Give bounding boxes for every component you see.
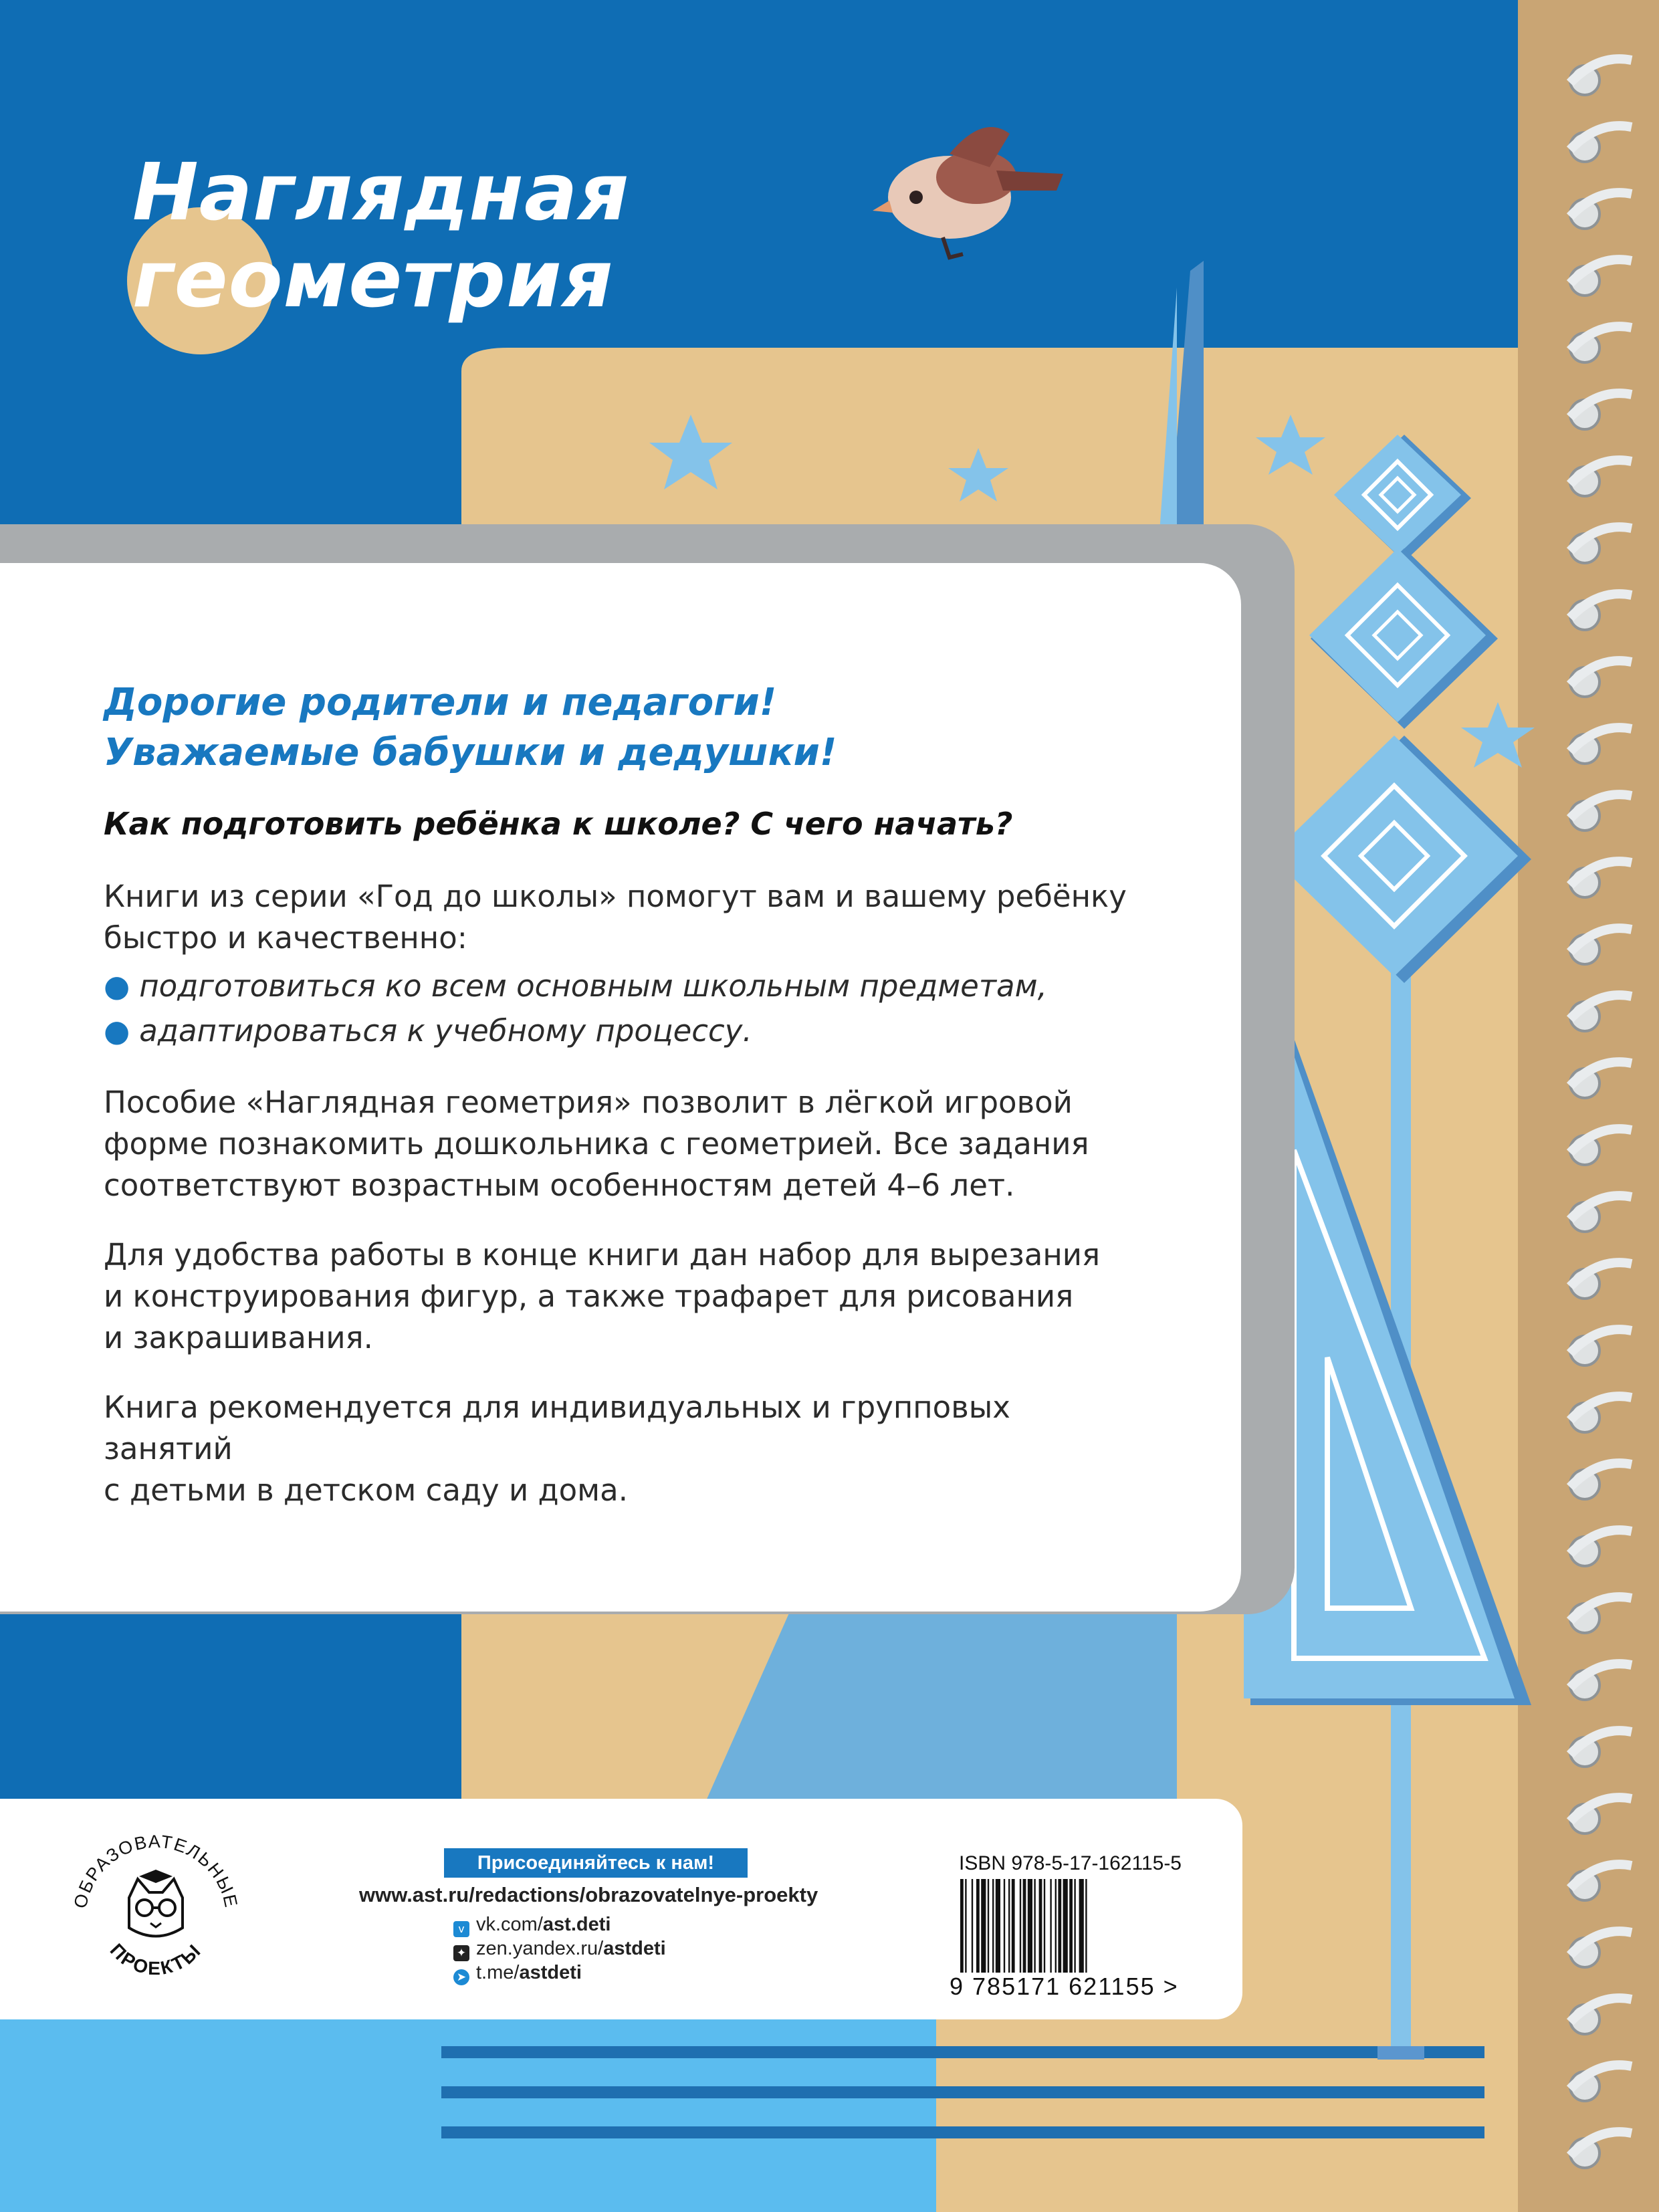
- tg-handle: astdeti: [519, 1962, 582, 1983]
- barcode-bar: [976, 1879, 980, 1973]
- paragraph-3-line-1: Для удобства работы в конце книги дан набор для вырезания: [104, 1237, 1101, 1273]
- title-line-1: Наглядная: [132, 146, 630, 238]
- paragraph-3-line-2: и конструирования фигур, а также трафарет для рисования: [104, 1279, 1074, 1314]
- barcode-bar: [988, 1879, 989, 1973]
- barcode-bar: [1020, 1879, 1021, 1973]
- question-heading: Как подготовить ребёнка к школе? С чего начать?: [104, 806, 1013, 842]
- paragraph-4-line-2: с детьми в детском саду и дома.: [104, 1472, 629, 1508]
- barcode-bar: [1039, 1879, 1042, 1973]
- zen-icon: ✦: [453, 1945, 469, 1961]
- bullet-item-2: [104, 1013, 752, 1048]
- barcode: [956, 1879, 1159, 1979]
- barcode-bar: [1063, 1879, 1068, 1973]
- barcode-bar: [965, 1879, 966, 1973]
- zen-link[interactable]: [453, 1938, 666, 1961]
- zen-handle: astdeti: [603, 1938, 666, 1959]
- vk-link[interactable]: [453, 1914, 611, 1937]
- svg-text:ПРОЕКТЫ: [106, 1939, 206, 1979]
- barcode-number: 9 785171 621155 >: [950, 1973, 1179, 2000]
- intro-line-1: Книги из серии «Год до школы» помогут вам и вашему ребёнку: [104, 879, 1127, 914]
- bullet-text-2: адаптироваться к учебному процессу.: [139, 1013, 752, 1048]
- paragraph-3-line-3: и закрашивания.: [104, 1320, 373, 1355]
- vk-handle: ast.deti: [542, 1914, 611, 1935]
- isbn-text: ISBN 978-5-17-162115-5: [959, 1852, 1182, 1874]
- bullet-dot-icon: ●: [104, 1013, 130, 1048]
- barcode-bar: [996, 1879, 1000, 1973]
- paragraph-2: [104, 1082, 1147, 1206]
- barcode-bar: [960, 1879, 964, 1973]
- barcode-bar: [1008, 1879, 1010, 1973]
- vk-icon: v: [453, 1921, 469, 1937]
- intro-line-2: быстро и качественно:: [104, 920, 467, 956]
- barcode-bar: [992, 1879, 994, 1973]
- tg-prefix: t.me/: [476, 1962, 520, 1983]
- title-line-2: геометрия: [132, 233, 614, 325]
- barcode-bar: [1058, 1879, 1061, 1973]
- barcode-bar: [981, 1879, 986, 1973]
- barcode-bar: [1004, 1879, 1005, 1973]
- bullet-text-1: подготовиться ко всем основным школьным предметам,: [139, 968, 1047, 1004]
- barcode-bar: [1085, 1879, 1087, 1973]
- barcode-bar: [1050, 1879, 1051, 1973]
- barcode-bar: [1023, 1879, 1026, 1973]
- barcode-bar: [1079, 1879, 1084, 1973]
- cat-icon: [129, 1870, 183, 1937]
- barcode-bar: [1012, 1879, 1015, 1973]
- barcode-bar: [1028, 1879, 1032, 1973]
- barcode-bar: [1034, 1879, 1035, 1973]
- greeting-line-2: Уважаемые бабушки и дедушки!: [104, 731, 837, 774]
- paragraph-3: [104, 1234, 1147, 1359]
- bullet-dot-icon: ●: [104, 968, 130, 1004]
- paragraph-4-line-1: Книга рекомендуется для индивидуальных и групповых занятий: [104, 1390, 1010, 1466]
- intro-paragraph: [104, 876, 1147, 959]
- barcode-bar: [1069, 1879, 1073, 1973]
- greeting-line-1: Дорогие родители и педагоги!: [104, 681, 777, 724]
- paragraph-2-line-1: Пособие «Наглядная геометрия» позволит в лёгкой игровой: [104, 1085, 1073, 1120]
- barcode-bar: [1074, 1879, 1075, 1973]
- publisher-logo: [59, 1817, 253, 1998]
- join-banner: Присоединяйтесь к нам!: [444, 1848, 748, 1878]
- bullet-item-1: [104, 968, 1047, 1004]
- barcode-bar: [972, 1879, 973, 1973]
- telegram-link[interactable]: [453, 1962, 582, 1985]
- logo-text-top: ОБРАЗОВАТЕЛЬНЫЕ: [70, 1831, 242, 1910]
- vk-prefix: vk.com/: [476, 1914, 543, 1935]
- barcode-bar: [1044, 1879, 1045, 1973]
- paragraph-2-line-3: соответствуют возрастным особенностям детей 4–6 лет.: [104, 1168, 1015, 1203]
- paragraph-4: [104, 1387, 1147, 1511]
- website-link[interactable]: www.ast.ru/redactions/obrazovatelnye-proekty: [359, 1883, 818, 1906]
- telegram-icon: ➤: [453, 1969, 469, 1985]
- zen-prefix: zen.yandex.ru/: [476, 1938, 604, 1959]
- paragraph-2-line-2: форме познакомить дошкольника с геометрией. Все задания: [104, 1126, 1089, 1162]
- barcode-bar: [1055, 1879, 1057, 1973]
- logo-text-bottom: ПРОЕКТЫ: [106, 1939, 206, 1979]
